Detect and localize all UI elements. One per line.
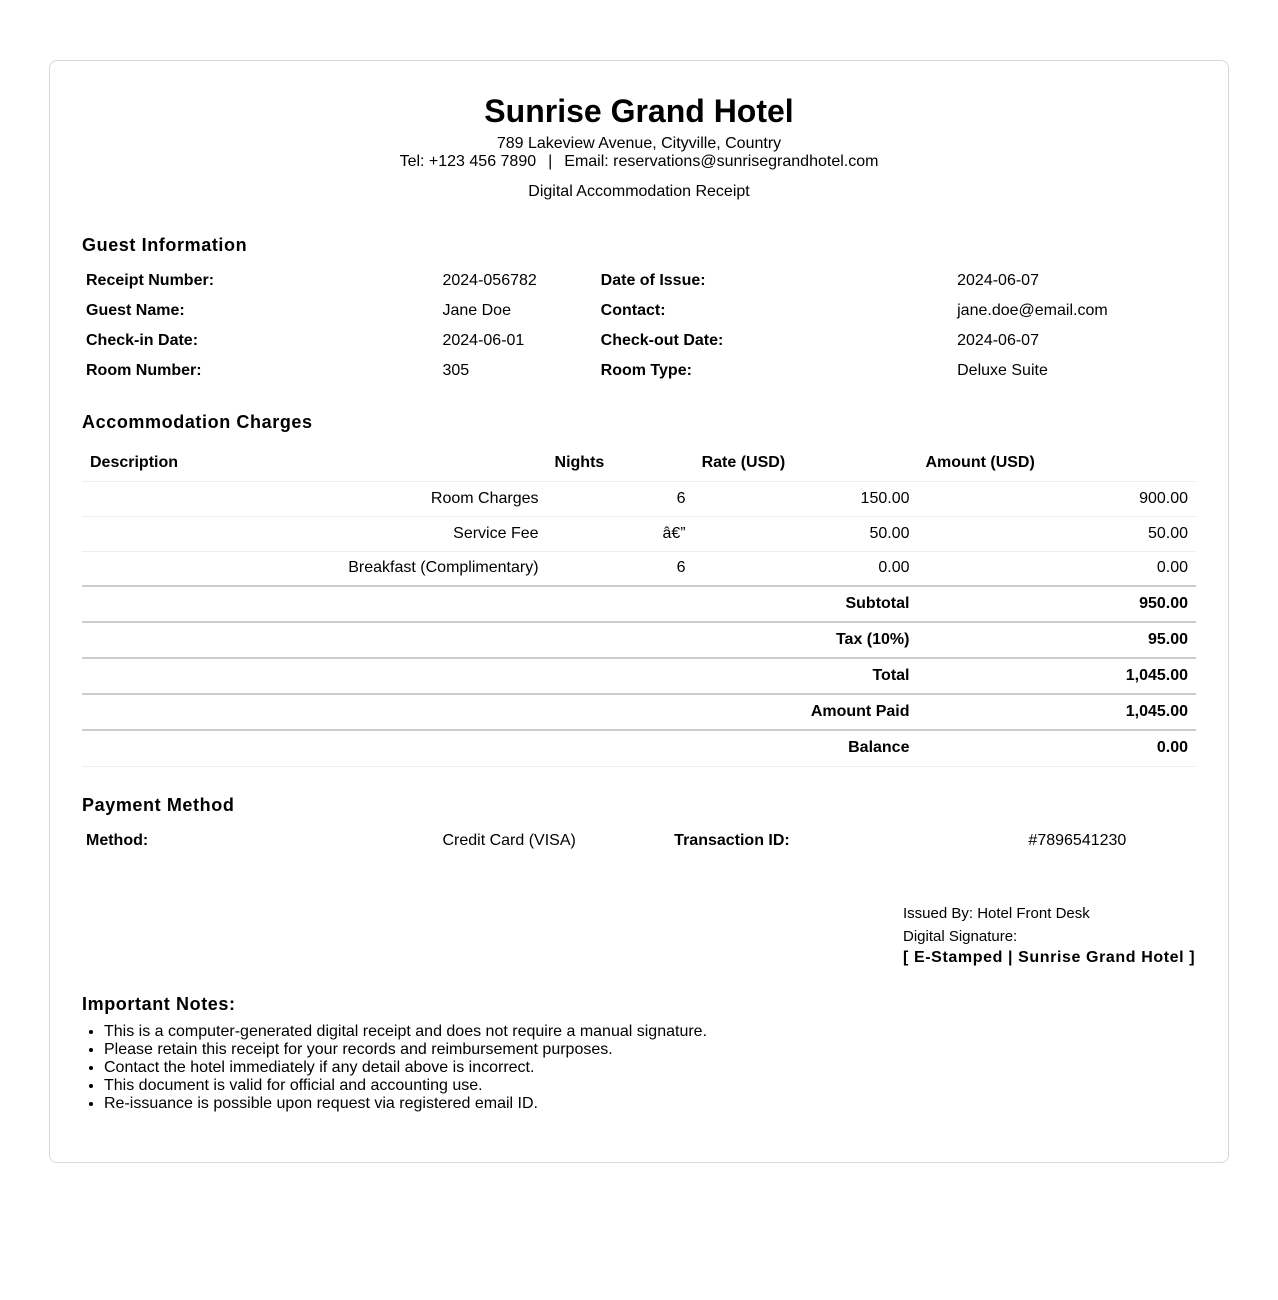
- method-value: Credit Card (VISA): [442, 831, 576, 849]
- check-in-label: Check-in Date:: [86, 332, 199, 349]
- item-nights: 6: [547, 481, 694, 516]
- item-amount: 900.00: [917, 481, 1196, 516]
- charges-header-row: [82, 445, 1196, 481]
- guest-name-value: Jane Doe: [442, 302, 511, 319]
- list-item: • Please retain this receipt for your records and reimbursement purposes.: [104, 1041, 1196, 1059]
- hotel-name: Sunrise Grand Hotel: [484, 93, 794, 129]
- total-label: Total: [82, 658, 917, 694]
- tax-value: 95.00: [917, 622, 1196, 658]
- e-stamp: [ E-Stamped | Sunrise Grand Hotel ]: [903, 949, 1196, 966]
- balance-label: Balance: [82, 730, 917, 766]
- amount-paid-label: Amount Paid: [82, 694, 917, 730]
- item-rate: 50.00: [694, 516, 918, 551]
- issued-by: Issued By: Hotel Front Desk: [903, 905, 1090, 922]
- guest-name-label: Guest Name:: [86, 302, 185, 319]
- room-number-value: 305: [442, 362, 470, 379]
- guest-info-row: [82, 296, 1196, 326]
- item-amount: 0.00: [917, 551, 1196, 586]
- hotel-phone: Tel: +123 456 7890: [399, 153, 537, 170]
- item-nights: â€”: [547, 516, 694, 551]
- contact-separator: |: [548, 153, 553, 170]
- check-in-value: 2024-06-01: [442, 332, 525, 349]
- date-of-issue-label: Date of Issue:: [600, 272, 706, 289]
- receipt-card: [49, 60, 1229, 1163]
- receipt-type: Digital Accommodation Receipt: [528, 183, 750, 200]
- hotel-contact: [82, 153, 1196, 171]
- column-header-description: Description: [82, 445, 547, 481]
- transaction-id-value: #7896541230: [1028, 831, 1127, 849]
- issuer-block: [903, 902, 1195, 968]
- item-nights: 6: [547, 551, 694, 586]
- item-description: Service Fee: [82, 516, 547, 551]
- list-item: • Contact the hotel immediately if any detail above is incorrect.: [104, 1059, 1196, 1077]
- date-of-issue-value: 2024-06-07: [957, 272, 1039, 289]
- hotel-address: 789 Lakeview Avenue, Cityville, Country: [496, 135, 782, 152]
- table-row: [82, 551, 1196, 586]
- room-type-value: Deluxe Suite: [957, 362, 1048, 379]
- item-description: Room Charges: [82, 481, 547, 516]
- important-notes-section: [82, 993, 1196, 1113]
- guest-info-row: [82, 266, 1196, 296]
- column-header-nights: Nights: [547, 445, 694, 481]
- tax-label: Tax (10%): [82, 622, 917, 658]
- amount-paid-row: [82, 694, 1196, 730]
- room-number-label: Room Number:: [86, 362, 202, 379]
- digital-signature-label: Digital Signature:: [903, 928, 1018, 945]
- charges-table: [82, 445, 1196, 767]
- check-out-label: Check-out Date:: [600, 332, 724, 349]
- item-amount: 50.00: [917, 516, 1196, 551]
- room-type-label: Room Type:: [600, 362, 692, 379]
- notes-list: [82, 1023, 1196, 1113]
- guest-info-row: [82, 326, 1196, 356]
- guest-information-table: [82, 266, 1196, 386]
- subtotal-row: [82, 586, 1196, 622]
- guest-information-title: Guest Information: [82, 235, 248, 255]
- column-header-amount: Amount (USD): [917, 445, 1196, 481]
- balance-value: 0.00: [917, 730, 1196, 766]
- check-out-value: 2024-06-07: [957, 332, 1039, 349]
- payment-method-title: Payment Method: [82, 794, 235, 815]
- item-description: Breakfast (Complimentary): [82, 551, 547, 586]
- accommodation-charges-section: [82, 411, 1196, 767]
- important-notes-title: Important Notes:: [82, 994, 236, 1014]
- payment-row: [82, 826, 1196, 856]
- receipt-number-value: 2024-056782: [442, 272, 537, 289]
- item-rate: 0.00: [694, 551, 918, 586]
- receipt-number-label: Receipt Number:: [86, 272, 215, 289]
- total-row: [82, 658, 1196, 694]
- payment-method-section: [82, 794, 1196, 856]
- subtotal-value: 950.00: [917, 586, 1196, 622]
- list-item: • This document is valid for official and accounting use.: [104, 1077, 1196, 1095]
- guest-information-section: [82, 234, 1196, 386]
- method-label: Method:: [86, 831, 149, 849]
- table-row: [82, 516, 1196, 551]
- total-value: 1,045.00: [917, 658, 1196, 694]
- contact-label: Contact:: [600, 302, 666, 319]
- column-header-rate: Rate (USD): [694, 445, 918, 481]
- subtotal-label: Subtotal: [82, 586, 917, 622]
- transaction-id-label: Transaction ID:: [674, 831, 790, 849]
- contact-value: jane.doe@email.com: [957, 302, 1108, 319]
- table-row: [82, 481, 1196, 516]
- list-item: • This is a computer-generated digital receipt and does not require a manual signature.: [104, 1023, 1196, 1041]
- balance-row: [82, 730, 1196, 766]
- hotel-email: Email: reservations@sunrisegrandhotel.com: [564, 153, 879, 170]
- payment-method-table: [82, 826, 1196, 856]
- list-item: • Re-issuance is possible upon request via registered email ID.: [104, 1095, 1196, 1113]
- guest-info-row: [82, 356, 1196, 386]
- item-rate: 150.00: [694, 481, 918, 516]
- receipt-header: [82, 61, 1196, 201]
- tax-row: [82, 622, 1196, 658]
- amount-paid-value: 1,045.00: [917, 694, 1196, 730]
- accommodation-charges-title: Accommodation Charges: [82, 412, 313, 432]
